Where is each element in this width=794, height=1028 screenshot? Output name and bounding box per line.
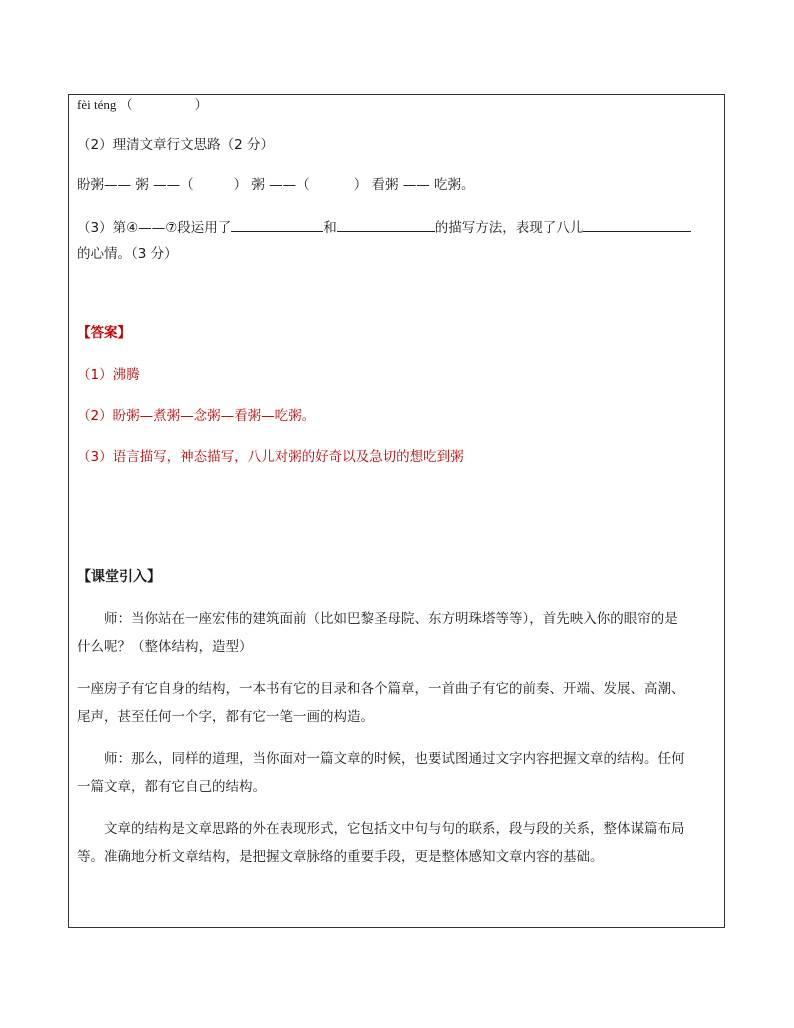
- answer-blank-1[interactable]: [231, 217, 323, 232]
- q3-part-1: （3）第④——⑦段运用了: [77, 220, 232, 236]
- intro-p4-line-2: 等。准确地分析文章结构，是把握文章脉络的重要手段，更是整体感知文章内容的基础。: [77, 849, 604, 865]
- q3-part-3: 的描写方法，表现了八儿: [434, 220, 584, 236]
- intro-heading: 【课堂引入】: [77, 569, 161, 585]
- answer-3: （3）语言描写，神态描写，八儿对粥的好奇以及急切的想吃到粥: [77, 449, 464, 465]
- intro-p4-line-1: 文章的结构是文章思路的外在表现形式，它包括文中句与句的联系，段与段的关系，整体谋篇布局: [104, 821, 685, 837]
- intro-p1-line-1: 师：当你站在一座宏伟的建筑面前（比如巴黎圣母院、东方明珠塔等等），首先映入你的眼帘的是: [104, 611, 678, 627]
- answer-blank-2[interactable]: [337, 217, 435, 232]
- answer-heading: 【答案】: [77, 325, 131, 341]
- q1-close-paren: ）: [194, 97, 208, 112]
- q1-open-paren: （: [119, 97, 133, 112]
- q3-line-2: 的心情。（3 分）: [77, 246, 178, 262]
- intro-p1-line-2: 什么呢？（整体结构，造型）: [77, 639, 253, 655]
- q1-line: [77, 95, 716, 115]
- q2-part-a: 盼粥—— 粥 ——（: [77, 177, 194, 193]
- document-frame: [68, 94, 725, 928]
- q2-flow-line: [77, 175, 716, 195]
- intro-p2-line-1: 一座房子有它自身的结构，一本书有它的目录和各个篇章，一首曲子有它的前奏、开端、发展、高潮、: [77, 681, 685, 697]
- intro-p3-line-2: 一篇文章，都有它自己的结构。: [77, 779, 266, 795]
- answer-blank-3[interactable]: [583, 217, 691, 232]
- answer-1: （1）沸腾: [77, 367, 140, 383]
- pinyin-text: fèi téng: [77, 97, 117, 112]
- intro-p3-line-1: 师：那么，同样的道理，当你面对一篇文章的时候，也要试图通过文字内容把握文章的结构。任何: [104, 751, 685, 767]
- q2-part-b: ） 粥 ——（: [233, 177, 310, 193]
- q3-part-2: 和: [323, 220, 337, 236]
- q2-part-c: ） 看粥 —— 吃粥。: [353, 177, 475, 193]
- answer-2: （2）盼粥—煮粥—念粥—看粥—吃粥。: [77, 408, 316, 424]
- intro-p2-line-2: 尾声，甚至任何一个字，都有它一笔一画的构造。: [77, 709, 374, 725]
- q3-line-1: [77, 217, 716, 238]
- q2-prompt: （2）理清文章行文思路（2 分）: [77, 137, 274, 153]
